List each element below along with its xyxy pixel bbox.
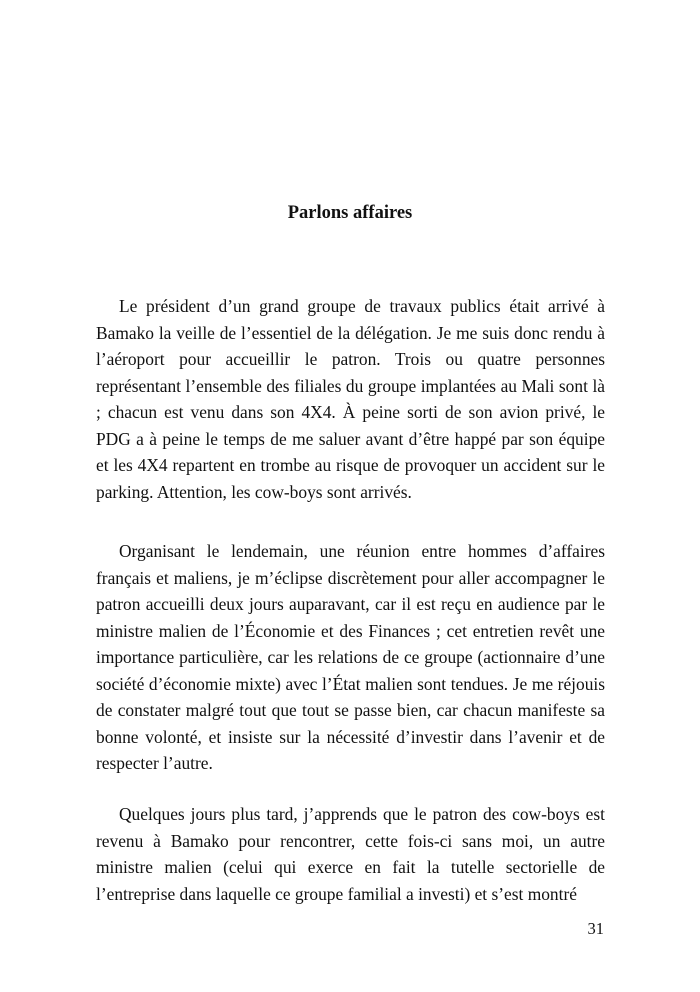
- page-number: 31: [587, 919, 604, 938]
- paragraph-2: Organisant le lendemain, une réunion entre hommes d’affaires français et maliens, je m’éclipse discrètement pour aller accompagner le patron accueilli deux jours auparavant, car il est reçu en audience par le ministre malien de l’Économie et des Finances ; cet entretien revêt une importance particulière, car les relations de ce groupe (actionnaire d’une société d’économie mixte) avec l’État malien sont tendues. Je me réjouis de constater malgré tout que tout se passe bien, car chacun manifeste sa bonne volonté, et insiste sur la nécessité d’investir dans l’avenir et de respecter l’autre.: [96, 541, 605, 773]
- chapter-title: Parlons affaires: [287, 203, 413, 223]
- paragraph-1: Le président d’un grand groupe de travaux publics était arrivé à Bamako la veille de l’essentiel de la délégation. Je me suis donc rendu à l’aéroport pour accueillir le patron. Trois ou quatre personnes représentant l’ensemble des filiales du groupe implantées au Mali sont là ; chacun est venu dans son 4X4. À peine sorti de son avion privé, le PDG a à peine le temps de me saluer avant d’être happé par son équipe et les 4X4 repartent en trombe au risque de provoquer un accident sur le parking. Attention, les cow-boys sont arrivés.: [96, 296, 605, 502]
- paragraph-3: Quelques jours plus tard, j’apprends que le patron des cow-boys est revenu à Bamako pour rencontrer, cette fois-ci sans moi, un autre ministre malien (celui qui exerce en fait la tutelle sectorielle de l’entreprise dans laquelle ce groupe familial a investi) et s’est montré: [96, 804, 605, 904]
